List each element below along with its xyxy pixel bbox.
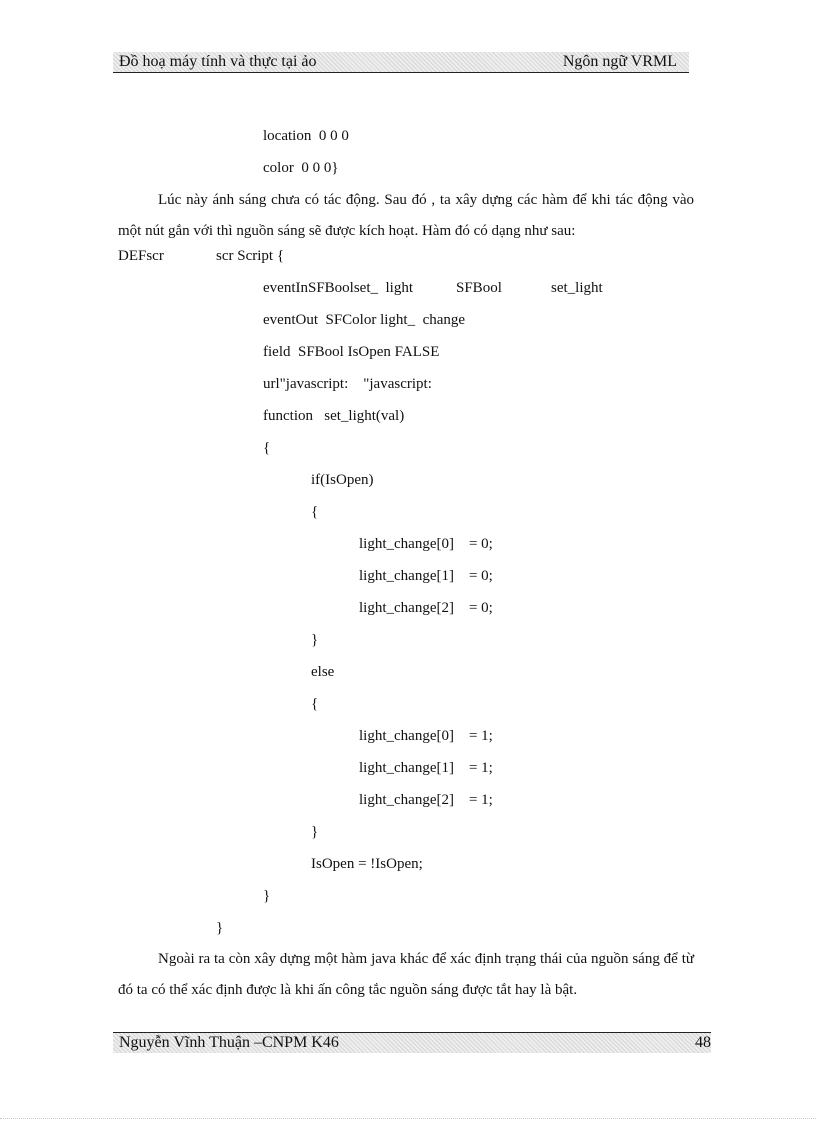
code-lc2-off: light_change[2] = 0; — [359, 600, 493, 616]
code-color: color 0 0 0} — [263, 160, 339, 176]
code-else-open: { — [311, 696, 319, 712]
page-header — [113, 52, 689, 73]
code-event-in-name: set_light — [551, 280, 603, 296]
code-brace-open: { — [263, 440, 271, 456]
footer-author: Nguyễn Vĩnh Thuận –CNPM K46 — [119, 1034, 339, 1051]
code-lc2-on: light_change[2] = 1; — [359, 792, 493, 808]
header-section: Ngôn ngữ VRML — [562, 53, 677, 70]
code-url: url"javascript: "javascript: — [263, 376, 432, 392]
page-edge-divider — [0, 1118, 816, 1119]
code-event-in: eventInSFBoolset_ light — [263, 280, 413, 296]
code-func-close: } — [263, 888, 271, 904]
code-field: field SFBool IsOpen FALSE — [263, 344, 440, 360]
code-else: else — [311, 664, 335, 680]
paragraph-outro: Ngoài ra ta còn xây dựng một hàm java khác để xác định trạng thái của nguồn sáng để từ đó ta có thể xác định được là khi ấn công tắc nguồn sáng được tắt hay là bật. — [118, 951, 694, 998]
code-script-close: } — [216, 920, 224, 936]
code-lc0-on: light_change[0] = 1; — [359, 728, 493, 744]
code-if-close: } — [311, 632, 319, 648]
header-title: Đồ hoạ máy tính và thực tại ảo — [119, 53, 317, 70]
code-toggle: IsOpen = !IsOpen; — [311, 856, 423, 872]
paragraph-intro: Lúc này ánh sáng chưa có tác động. Sau đó , ta xây dựng các hàm để khi tác động vào một nút gắn với thì nguồn sáng sẽ được kích hoạt. Hàm đó có dạng như sau: — [118, 192, 694, 239]
page-footer — [113, 1032, 711, 1053]
code-lc1-off: light_change[1] = 0; — [359, 568, 493, 584]
code-event-out: eventOut SFColor light_ change — [263, 312, 466, 328]
code-lc1-on: light_change[1] = 1; — [359, 760, 493, 776]
code-location: location 0 0 0 — [263, 128, 349, 144]
page-number: 48 — [695, 1034, 711, 1051]
code-function: function set_light(val) — [263, 408, 405, 424]
code-else-close: } — [311, 824, 319, 840]
code-event-in-type: SFBool — [456, 280, 502, 296]
code-lc0-off: light_change[0] = 0; — [359, 536, 493, 552]
code-def-label: DEFscr — [118, 248, 164, 264]
code-if: if(IsOpen) — [311, 472, 374, 488]
code-def-script: scr Script { — [216, 248, 285, 264]
code-if-open: { — [311, 504, 319, 520]
